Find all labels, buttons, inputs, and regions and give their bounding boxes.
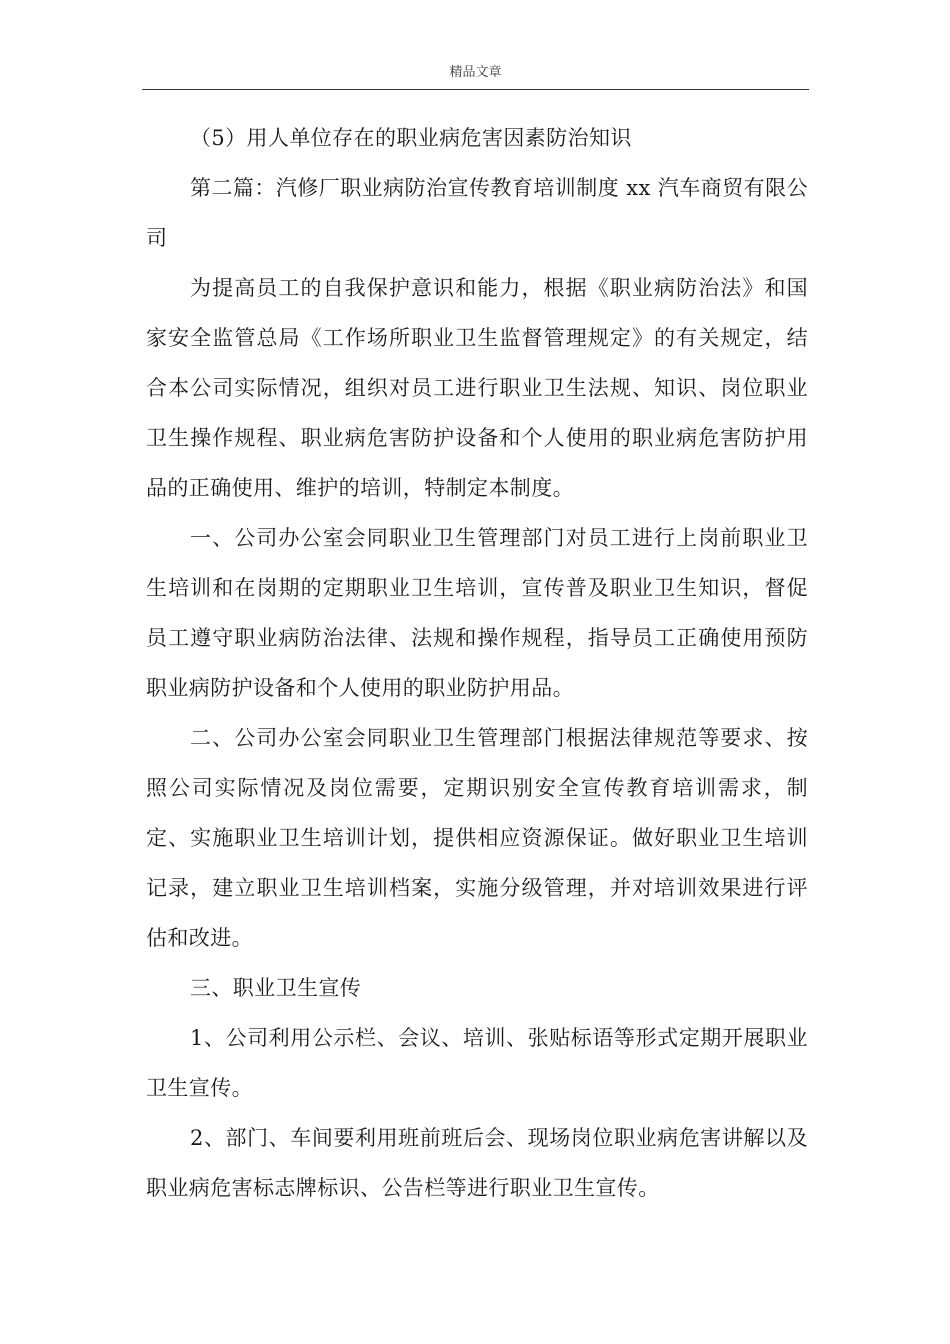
header-title: 精品文章	[449, 65, 502, 80]
paragraph-section-one: 一、公司办公室会同职业卫生管理部门对员工进行上岗前职业卫生培训和在岗期的定期职业卫生培训，宣传普及职业卫生知识，督促员工遵守职业病防治法律、法规和操作规程，指导员工正确使用预防职业病防护设备和个人使用的职业防护用品。	[146, 526, 808, 700]
paragraph-point-one: 1、公司利用公示栏、会议、培训、张贴标语等形式定期开展职业卫生宣传。	[146, 1026, 808, 1100]
paragraph-section-three-heading: 三、职业卫生宣传	[190, 976, 362, 1000]
paragraph-point-two: 2、部门、车间要利用班前班后会、现场岗位职业病危害讲解以及职业病危害标志牌标识、公告栏等进行职业卫生宣传。	[146, 1126, 808, 1200]
paragraph-item-5: （5）用人单位存在的职业病危害因素防治知识	[190, 126, 632, 150]
paragraph-second-article-title: 第二篇：汽修厂职业病防治宣传教育培训制度 xx 汽车商贸有限公司	[146, 176, 808, 250]
page-header	[142, 62, 809, 90]
document-body	[146, 113, 808, 1213]
paragraph-intro: 为提高员工的自我保护意识和能力，根据《职业病防治法》和国家安全监管总局《工作场所职业卫生监督管理规定》的有关规定，结合本公司实际情况，组织对员工进行职业卫生法规、知识、岗位职业卫生操作规程、职业病危害防护设备和个人使用的职业病危害防护用品的正确使用、维护的培训，特制定本制度。	[146, 276, 808, 500]
paragraph-section-two: 二、公司办公室会同职业卫生管理部门根据法律规范等要求、按照公司实际情况及岗位需要，定期识别安全宣传教育培训需求，制定、实施职业卫生培训计划，提供相应资源保证。做好职业卫生培训记录，建立职业卫生培训档案，实施分级管理，并对培训效果进行评估和改进。	[146, 726, 808, 950]
